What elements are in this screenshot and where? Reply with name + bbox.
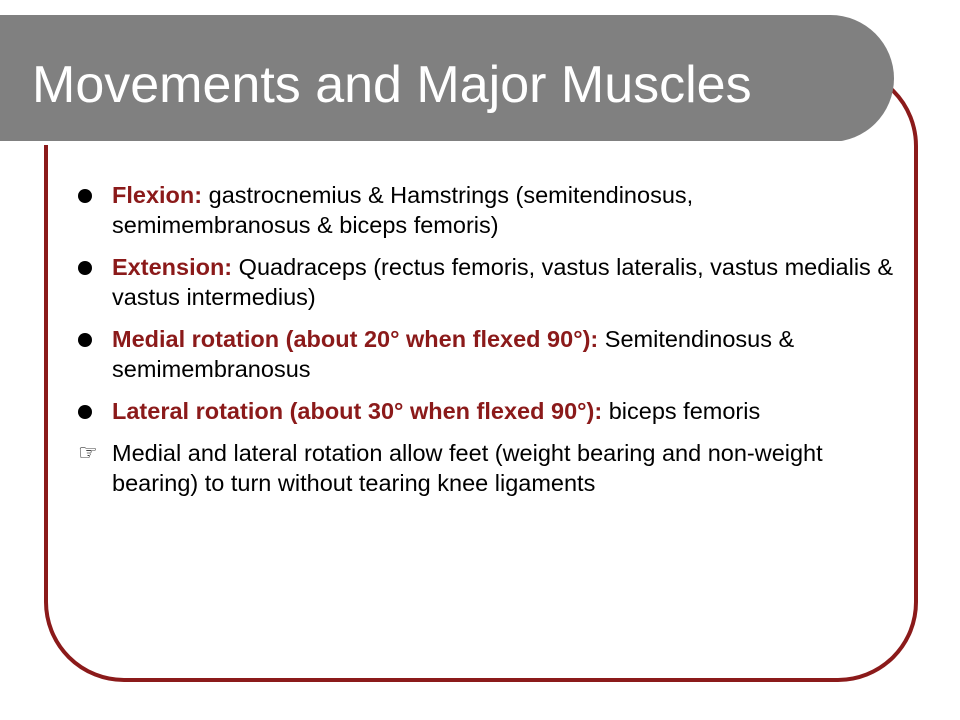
bullet-item-lateral-rotation bbox=[78, 396, 898, 426]
bullet-term: Extension: bbox=[112, 254, 233, 280]
bullet-item-note bbox=[78, 438, 898, 498]
bullet-dot-icon bbox=[78, 180, 104, 210]
bullet-term: Flexion: bbox=[112, 182, 203, 208]
bullet-item-flexion bbox=[78, 180, 898, 240]
bullet-text: Quadraceps (rectus femoris, vastus lateralis, vastus medialis & vastus intermedius) bbox=[112, 254, 893, 310]
note-text: Medial and lateral rotation allow feet (weight bearing and non-weight bearing) to turn without tearing knee ligaments bbox=[112, 440, 823, 496]
bullet-item-extension bbox=[78, 252, 898, 312]
bullet-text: Semitendinosus & semimembranosus bbox=[112, 326, 795, 382]
bullet-term: Lateral rotation (about 30° when flexed 90°): bbox=[112, 398, 603, 424]
bullet-dot-icon bbox=[78, 252, 104, 282]
pointing-hand-icon: ☞ bbox=[78, 440, 98, 465]
bullet-dot-icon bbox=[78, 324, 104, 354]
bullet-text: gastrocnemius & Hamstrings (semitendinosus, semimembranosus & biceps femoris) bbox=[112, 182, 694, 238]
bullet-list bbox=[78, 180, 898, 510]
title-underline bbox=[0, 141, 848, 145]
bullet-item-medial-rotation bbox=[78, 324, 898, 384]
bullet-dot-icon bbox=[78, 396, 104, 426]
bullet-term: Medial rotation (about 20° when flexed 90°): bbox=[112, 326, 599, 352]
slide-title: Movements and Major Muscles bbox=[32, 56, 752, 114]
bullet-text: biceps femoris bbox=[602, 398, 761, 424]
title-bar bbox=[0, 15, 894, 142]
